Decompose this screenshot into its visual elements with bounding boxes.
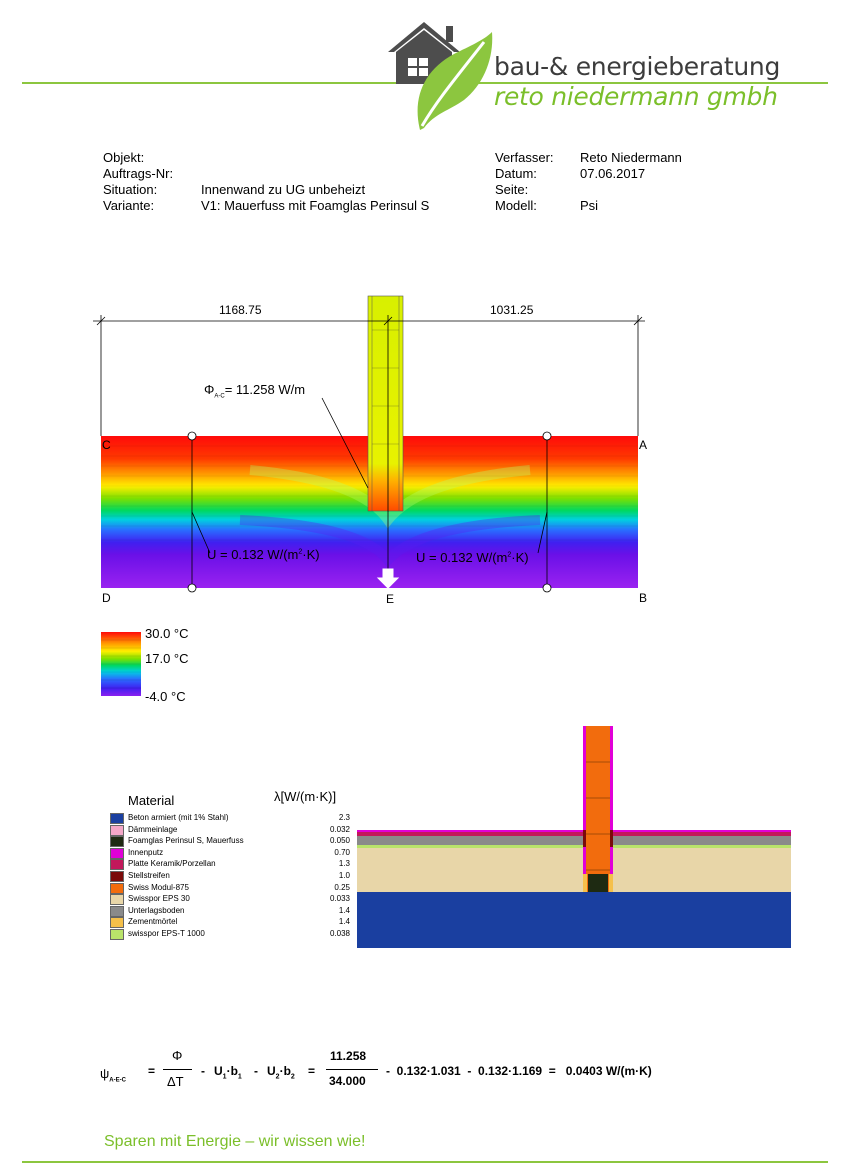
wall-gradient — [368, 296, 403, 511]
material-lambda: 0.70 — [334, 847, 350, 857]
material-name: Platte Keramik/Porzellan — [128, 859, 216, 869]
material-row — [110, 916, 350, 927]
material-row — [110, 835, 350, 846]
material-lambda: 0.25 — [334, 882, 350, 892]
material-name: Zementmörtel — [128, 917, 178, 927]
material-swatch — [110, 871, 124, 882]
material-title: Material — [128, 793, 175, 808]
info-label: Modell: — [495, 198, 537, 213]
material-swatch — [110, 894, 124, 905]
material-swatch — [110, 883, 124, 894]
construction-section — [357, 724, 793, 950]
info-value: Innenwand zu UG unbeheizt — [201, 182, 366, 197]
point-label-c: C — [102, 438, 111, 452]
info-value: Psi — [580, 198, 599, 213]
material-row — [110, 882, 350, 893]
material-name: Beton armiert (mit 1% Stahl) — [128, 813, 229, 822]
dimension-right: 1031.25 — [490, 303, 534, 317]
phi-symbol: Φ — [204, 382, 215, 397]
u1-term: $U_1\cdot b_1$ — [214, 1064, 242, 1081]
material-lambda: 1.0 — [338, 871, 350, 880]
scale-mid: 17.0 °C — [145, 651, 189, 666]
material-row — [110, 858, 350, 869]
scale-max: 30.0 °C — [145, 626, 189, 641]
section-point — [543, 584, 551, 592]
material-name: Swisspor EPS 30 — [128, 894, 190, 904]
point-label-e: E — [386, 592, 395, 606]
material-swatch — [110, 859, 124, 870]
material-lambda: 0.033 — [329, 894, 350, 904]
material-row — [110, 905, 350, 916]
point-label-d: D — [102, 591, 111, 605]
footer-rule — [22, 1161, 828, 1163]
phi-numerator: Φ — [172, 1048, 183, 1063]
material-row — [110, 847, 350, 858]
material-swatch — [110, 917, 124, 928]
material-name: swisspor EPS-T 1000 — [128, 929, 205, 938]
section-point — [543, 432, 551, 440]
material-row — [110, 870, 350, 881]
u-value-right: U = 0.132 $W/(m^2\cdot K)$ — [416, 550, 529, 565]
phi-value: = 11.258 W/m — [224, 382, 306, 397]
info-label: Verfasser: — [495, 150, 554, 165]
formula: $\psi_{A-E-C}$ = Φ ΔT - $U_1\cdot b_1$ - $U_2\cdot b_2$ = 11.258 34.000 - 0.132·1.031 - 0.132·1.169 = 0.0403 W/(m·K) — [100, 1048, 652, 1089]
material-swatch — [110, 836, 124, 847]
material-swatch — [110, 929, 124, 940]
material-swatch — [110, 825, 124, 836]
info-label: Objekt: — [103, 150, 145, 165]
material-row — [110, 928, 350, 939]
point-label-a: A — [639, 438, 648, 452]
material-lambda: 2.3 — [338, 813, 350, 822]
psi-subscript: A-E-C — [109, 1077, 126, 1084]
material-swatch — [110, 906, 124, 917]
material-lambda: 1.4 — [338, 917, 350, 927]
material-lambda: 1.3 — [338, 859, 350, 869]
material-row — [110, 824, 350, 835]
material-row — [110, 893, 350, 904]
denominator-value: 34.000 — [329, 1074, 366, 1088]
material-lambda: 0.050 — [329, 836, 350, 846]
material-swatch — [110, 813, 124, 824]
delta-t: ΔT — [167, 1074, 184, 1089]
material-name: Stellstreifen — [128, 871, 170, 880]
psi-flow-label — [204, 382, 305, 400]
fraction-bar — [163, 1069, 192, 1070]
dimension-left: 1168.75 — [219, 303, 262, 317]
info-value: 07.06.2017 — [580, 166, 646, 181]
brand-company: reto niedermann gmbh — [494, 82, 778, 111]
material-lambda: 0.032 — [329, 824, 350, 834]
point-label-b: B — [639, 591, 648, 605]
fraction-bar — [326, 1069, 378, 1070]
u2-term: $U_2\cdot b_2$ — [267, 1064, 295, 1081]
material-row — [110, 812, 350, 823]
equals-sign: = — [148, 1064, 156, 1078]
info-label: Datum: — [495, 166, 537, 181]
u-value-left: U = 0.132 $W/(m^2\cdot K)$ — [207, 547, 320, 562]
slogan: Sparen mit Energie – wir wissen wie! — [104, 1133, 366, 1150]
material-name: Innenputz — [128, 847, 164, 857]
material-name: Dämmeinlage — [128, 824, 178, 834]
info-value: V1: Mauerfuss mit Foamglas Perinsul S — [201, 198, 430, 213]
phi-subscript: A-C — [214, 393, 225, 400]
info-label: Auftrags-Nr: — [103, 166, 174, 181]
info-label: Variante: — [103, 198, 155, 213]
info-label: Situation: — [103, 182, 158, 197]
material-name: Unterlagsboden — [128, 905, 185, 915]
section-point — [188, 584, 196, 592]
info-label: Seite: — [495, 182, 529, 197]
section-point — [188, 432, 196, 440]
material-lambda: 1.4 — [338, 905, 350, 915]
lambda-title: λ[W/(m·K)] — [274, 789, 337, 804]
material-name: Swiss Modul-875 — [128, 882, 189, 892]
material-lambda: 0.038 — [329, 929, 350, 938]
brand-name: bau-& energieberatung — [494, 52, 781, 81]
scale-min: -4.0 °C — [145, 689, 186, 704]
numerator-value: 11.258 — [330, 1049, 367, 1063]
formula-result: - 0.132·1.031 - 0.132·1.169 = 0.0403 W/(m·K) — [386, 1064, 652, 1078]
material-name: Foamglas Perinsul S, Mauerfuss — [128, 836, 244, 846]
info-value: Reto Niedermann — [580, 150, 682, 165]
material-swatch — [110, 848, 124, 859]
psi-symbol: ψ — [100, 1066, 110, 1081]
